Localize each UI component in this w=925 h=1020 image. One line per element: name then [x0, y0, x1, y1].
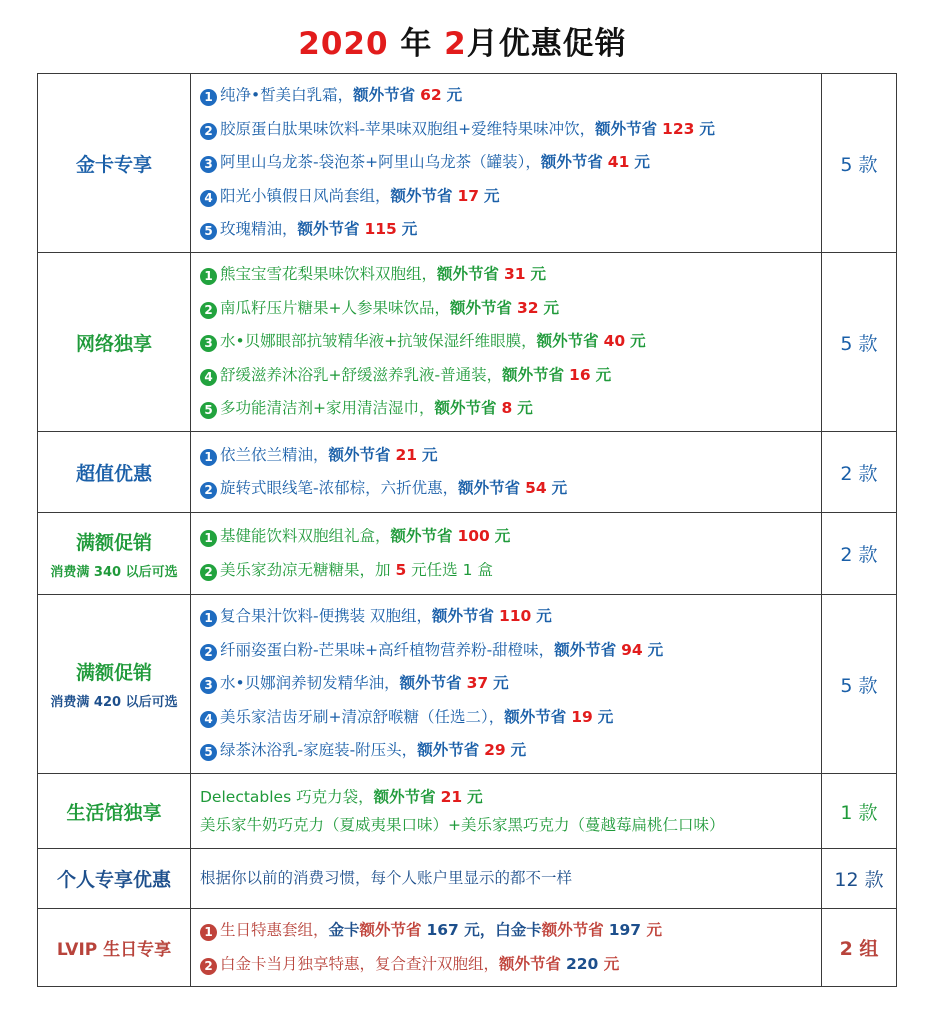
save-amount: 37 [466, 674, 489, 693]
unit-label: 元 [699, 119, 715, 138]
category-cell [38, 595, 191, 774]
save-label: 额外节省 [437, 265, 500, 284]
count-cell: 1 款 [822, 774, 897, 849]
unit-label: 元 [647, 640, 664, 659]
list-item [200, 113, 821, 147]
save-label: 额外节省 [499, 954, 562, 973]
save-amount: 197 [608, 921, 642, 939]
number-badge: 5 [200, 223, 217, 240]
save-amount: 167 [426, 921, 459, 939]
count-cell: 2 款 [822, 432, 897, 513]
item-text: 熊宝宝雪花梨果味饮料双胞组， [220, 265, 438, 284]
category-cell: 生活馆独享 [38, 774, 191, 849]
save-amount: 21 [395, 445, 418, 464]
item-text: 水•贝娜眼部抗皱精华液+抗皱保湿纤维眼膜， [220, 332, 537, 351]
number-badge: 5 [200, 744, 217, 761]
unit-label: 元 [598, 954, 620, 973]
category-cell [38, 513, 191, 595]
row-life-store [38, 774, 897, 849]
save-amount: 100 [457, 527, 490, 545]
list-item [200, 600, 821, 634]
items-cell [191, 909, 822, 987]
number-badge: 3 [200, 156, 217, 173]
unit-label: 元 [536, 607, 552, 626]
unit-label: 元 [421, 445, 438, 464]
items-cell [191, 513, 822, 595]
count-cell: 12 款 [822, 849, 897, 909]
unit-label: 元 [543, 298, 559, 317]
item-text: 绿茶沐浴乳-家庭装-附压头， [220, 741, 418, 760]
category-title: 满额促销 [75, 662, 152, 684]
row-full-340 [38, 513, 897, 595]
list-item [200, 734, 821, 768]
number-badge: 2 [200, 564, 217, 581]
list-item [200, 783, 821, 811]
row-gold-card [38, 74, 897, 253]
list-item [200, 213, 821, 247]
list-item [200, 634, 821, 668]
unit-label: 元 [595, 365, 612, 384]
save-label: 额外节省 [504, 707, 567, 726]
save-label: 额外节省 [595, 119, 658, 138]
list-item [200, 862, 821, 896]
save-amount: 32 [516, 298, 539, 317]
unit-label: 元 [467, 788, 483, 806]
list-item [200, 811, 821, 839]
list-item [200, 146, 821, 180]
list-item [200, 914, 821, 948]
list-item [200, 439, 821, 473]
count-cell: 2 款 [822, 513, 897, 595]
number-badge: 1 [200, 268, 217, 285]
item-text: 阿里山乌龙茶-袋泡茶+阿里山乌龙茶（罐装）， [220, 153, 541, 172]
save-amount: 54 [525, 479, 547, 497]
item-text: 基健能饮料双胞组礼盒， [220, 527, 391, 545]
number-badge: 5 [200, 402, 217, 419]
title-text-rest: 月优惠促销 [466, 26, 627, 62]
category-cell: 超值优惠 [38, 432, 191, 513]
items-cell [191, 432, 822, 513]
category-cell: 个人专享优惠 [38, 849, 191, 909]
list-item [200, 359, 821, 393]
item-text-suffix: 元任选 1 盒 [406, 560, 493, 579]
category-subtitle: 消费满 420 以后可选 [50, 695, 178, 710]
item-text: 纯净•皙美白乳霜， [220, 86, 354, 105]
platinum-card-label: 白金卡 [495, 921, 542, 939]
count-cell: 2 组 [822, 909, 897, 987]
items-cell [191, 74, 822, 253]
unit-label: 元 [401, 220, 418, 239]
promo-table [37, 73, 897, 987]
save-label: 额外节省 [541, 921, 604, 939]
category-cell: LVIP 生日专享 [38, 909, 191, 987]
item-text: 旋转式眼线笔-浓郁棕，六折优惠， [220, 479, 459, 497]
title-text-year-suffix: 年 [400, 26, 433, 62]
save-amount: 17 [457, 186, 480, 205]
save-label: 额外节省 [353, 86, 416, 105]
unit-label: 元 [483, 186, 500, 205]
unit-label: 元 [630, 332, 646, 351]
category-subtitle: 消费满 340 以后可选 [50, 564, 178, 580]
row-full-420 [38, 595, 897, 774]
unit-label: 元 [641, 921, 662, 939]
unit-label: 元 [510, 741, 527, 760]
item-text: 美乐家劲凉无糖糖果，加 [220, 560, 396, 579]
save-amount: 29 [484, 741, 506, 760]
save-label: 额外节省 [540, 153, 603, 172]
number-badge: 3 [200, 335, 217, 352]
item-text: 南瓜籽压片糖果+人参果味饮品， [220, 298, 450, 317]
item-text: 胶原蛋白肽果味饮料-苹果味双胞组+爱维特果味冲饮， [220, 119, 596, 138]
category-title: 满额促销 [75, 531, 152, 554]
number-badge: 2 [200, 123, 217, 140]
item-text: 依兰依兰精油， [220, 445, 329, 464]
row-personal [38, 849, 897, 909]
number-badge: 2 [200, 958, 217, 975]
item-text: 玫瑰精油， [220, 220, 298, 239]
save-label: 额外节省 [458, 479, 521, 497]
category-cell: 网络独享 [38, 253, 191, 432]
title-year: 2020 [298, 26, 389, 62]
save-label: 额外节省 [297, 220, 360, 239]
unit-label: 元 [551, 479, 568, 497]
save-label: 额外节省 [450, 298, 513, 317]
item-text: 根据你以前的消费习惯，每个人账户里显示的都不一样 [200, 868, 573, 887]
number-badge: 2 [200, 644, 217, 661]
item-text: 阳光小镇假日风尚套组， [220, 186, 391, 205]
unit-label: 元 [446, 86, 463, 105]
save-label: 额外节省 [554, 640, 617, 659]
unit-label: 元 [517, 399, 533, 418]
row-lvip-birthday [38, 909, 897, 987]
item-text: 水•贝娜润养韧发精华油， [220, 674, 400, 693]
row-super-value [38, 432, 897, 513]
save-label: 额外节省 [390, 527, 453, 545]
number-badge: 3 [200, 677, 217, 694]
item-text: 多功能清洁剂+家用清洁湿巾， [220, 399, 435, 418]
row-online-exclusive [38, 253, 897, 432]
save-amount: 21 [440, 788, 463, 806]
item-text: 美乐家洁齿牙刷+清凉舒喉糖（任选二）， [220, 707, 505, 726]
list-item [200, 472, 821, 506]
category-cell: 金卡专享 [38, 74, 191, 253]
number-badge: 4 [200, 190, 217, 207]
list-item [200, 258, 821, 292]
count-cell: 5 款 [822, 74, 897, 253]
save-label: 额外节省 [417, 741, 480, 760]
save-amount: 110 [498, 607, 532, 626]
item-text: Delectables 巧克力袋， [200, 788, 374, 806]
number-badge: 1 [200, 924, 217, 941]
save-amount: 123 [662, 119, 695, 138]
addon-price: 5 [395, 560, 407, 579]
items-cell [191, 595, 822, 774]
save-label: 额外节省 [502, 365, 565, 384]
item-text: 复合果汁饮料-便携装 双胞组， [220, 607, 433, 626]
save-label: 额外节省 [432, 607, 495, 626]
list-item [200, 79, 821, 113]
list-item [200, 701, 821, 735]
save-label: 额外节省 [373, 788, 436, 806]
items-cell [191, 849, 822, 909]
items-cell [191, 253, 822, 432]
number-badge: 4 [200, 711, 217, 728]
list-item [200, 292, 821, 326]
unit-label: 元， [458, 921, 496, 939]
number-badge: 1 [200, 89, 217, 106]
unit-label: 元 [634, 153, 650, 172]
count-cell: 5 款 [822, 595, 897, 774]
item-text: 美乐家牛奶巧克力（夏威夷果口味）+美乐家黑巧克力（蔓越莓扁桃仁口味） [200, 816, 725, 834]
save-amount: 16 [569, 365, 591, 384]
unit-label: 元 [530, 265, 546, 284]
save-amount: 115 [364, 220, 397, 239]
save-amount: 220 [565, 954, 599, 973]
list-item [200, 948, 821, 982]
save-amount: 31 [503, 265, 526, 284]
page-title [0, 18, 925, 63]
save-amount: 40 [603, 332, 626, 351]
list-item [200, 392, 821, 426]
save-label: 额外节省 [390, 186, 453, 205]
save-label: 额外节省 [399, 674, 462, 693]
save-label: 额外节省 [359, 921, 422, 939]
save-label: 额外节省 [536, 332, 599, 351]
gold-card-label: 金卡 [328, 921, 360, 939]
number-badge: 1 [200, 530, 217, 547]
save-label: 额外节省 [434, 399, 497, 418]
count-cell: 5 款 [822, 253, 897, 432]
save-label: 额外节省 [328, 445, 391, 464]
list-item [200, 180, 821, 214]
unit-label: 元 [597, 707, 614, 726]
list-item [200, 520, 821, 554]
list-item [200, 554, 821, 588]
item-text: 生日特惠套组， [220, 921, 329, 939]
items-cell [191, 774, 822, 849]
title-month: 2 [444, 26, 467, 62]
unit-label: 元 [494, 527, 511, 545]
number-badge: 2 [200, 482, 217, 499]
item-text: 纤丽姿蛋白粉-芒果味+高纤植物营养粉-甜橙味， [220, 640, 555, 659]
list-item [200, 325, 821, 359]
save-amount: 8 [501, 399, 513, 418]
unit-label: 元 [493, 674, 509, 693]
save-amount: 62 [420, 86, 442, 105]
save-amount: 41 [607, 153, 630, 172]
number-badge: 1 [200, 449, 217, 466]
save-amount: 94 [621, 640, 643, 659]
save-amount: 19 [571, 707, 593, 726]
number-badge: 2 [200, 302, 217, 319]
number-badge: 1 [200, 610, 217, 627]
item-text: 舒缓滋养沐浴乳+舒缓滋养乳液-普通装， [220, 365, 503, 384]
list-item [200, 667, 821, 701]
item-text: 白金卡当月独享特惠，复合查汁双胞组， [220, 954, 500, 973]
number-badge: 4 [200, 369, 217, 386]
